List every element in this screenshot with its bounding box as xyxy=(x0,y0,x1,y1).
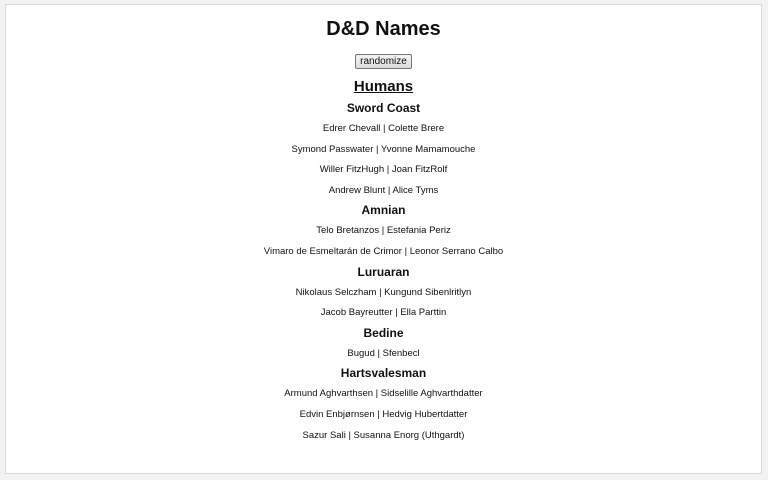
page-container xyxy=(5,4,762,474)
region-heading: Sword Coast xyxy=(346,101,421,115)
name-pair: Willer FitzHugh | Joan FitzRolf xyxy=(319,164,448,176)
name-pair: Vimaro de Esmeltarán de Crimor | Leonor Serrano Calbo xyxy=(263,245,504,257)
region-section-amnian xyxy=(6,199,761,260)
race-heading: Humans xyxy=(353,78,414,95)
region-heading: Luruaran xyxy=(357,264,410,279)
name-pair: Bugud | Sfenbecl xyxy=(347,347,420,359)
name-pair: Symond Passwater | Yvonne Mamamouche xyxy=(291,143,476,155)
region-section-bedine xyxy=(6,322,761,363)
page-title: D&D Names xyxy=(326,18,441,40)
name-pair: Telo Bretanzos | Estefania Periz xyxy=(316,225,451,237)
randomize-button[interactable]: randomize xyxy=(355,54,412,69)
region-heading: Bedine xyxy=(363,325,404,340)
region-heading: Amnian xyxy=(361,203,406,218)
name-pair: Andrew Blunt | Alice Tyms xyxy=(328,184,439,196)
region-section-luruaran xyxy=(6,261,761,322)
region-heading: Hartsvalesman xyxy=(340,366,427,381)
name-pair: Edvin Enbjørnsen | Hedvig Hubertdatter xyxy=(299,408,468,420)
region-section-hartsvalesman xyxy=(6,362,761,444)
name-pair: Sazur Sali | Susanna Enorg (Uthgardt) xyxy=(302,429,465,441)
name-pair: Jacob Bayreutter | Ella Parttin xyxy=(320,307,447,319)
name-pair: Edrer Chevall | Colette Brere xyxy=(322,123,445,134)
name-pair: Nikolaus Selczham | Kungund Sibenlritlyn xyxy=(295,286,472,298)
name-pair: Armund Aghvarthsen | Sidselille Aghvarthdatter xyxy=(284,388,483,400)
region-section-sword-coast xyxy=(6,96,761,199)
